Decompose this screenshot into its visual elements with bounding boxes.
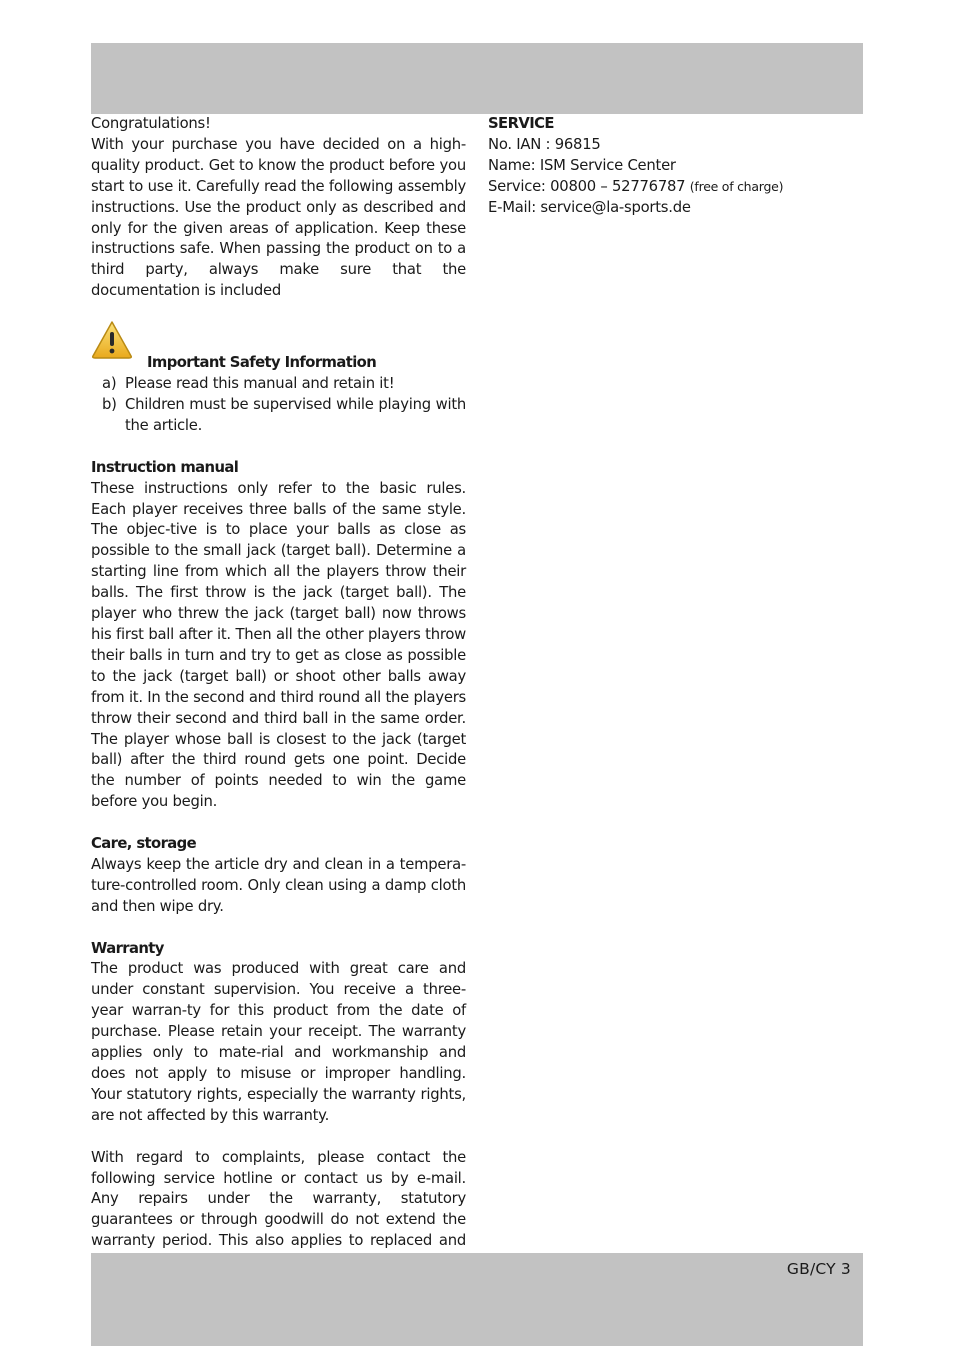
service-email: E-Mail: service@la-sports.de	[488, 198, 691, 216]
service-phone-note: (free of charge)	[689, 178, 784, 194]
list-item-text: Please read this manual and retain it!	[125, 375, 395, 393]
instruction-text: These instructions only refer to the basic rules. Each player receives three balls of the same style. The objec-tive is to place your balls as close as possible to the small jack (target ball). Determine a starting line from which all the players throw their balls. The first throw is the jack (target ball). The player who threw the jack (target ball) now throws his first ball after it. Then all the other players throw their balls in turn and try to get as close as possible to the jack (target ball) or shoot other balls away from it. In the second and third round all the players throw their second and third ball in the same order. The player whose ball is closest to the jack (target ball) after the third round gets one point. Decide the number of points needed to win the game before you begin.	[91, 479, 466, 811]
service-heading: SERVICE	[488, 115, 554, 132]
left-column	[91, 114, 466, 1294]
right-column	[488, 114, 848, 219]
intro-text: With your purchase you have decided on a high-quality product. Get to know the product before you start to use it. Carefully read the following assembly instructions. Use the product only as described and only for the given areas of application. Keep these instructions safe. When passing the product on to a third party, always make sure that the documentation is included	[91, 135, 466, 300]
complaints-text: With regard to complaints, please contact the following service hotline or contact us by e-mail. Any repairs under the warranty, statutory guarantees or through goodwill do not extend the warranty period. This also applies to replaced and	[91, 1148, 466, 1250]
list-item	[91, 395, 466, 437]
list-item-text: Children must be supervised while playing with the article.	[125, 396, 466, 434]
header-band	[91, 43, 863, 114]
warranty-text: The product was produced with great care and under constant supervision. You receive a three-year warran-ty for this product from the date of purchase. Please retain your receipt. The warranty applies only to mate-rial and workmanship and does not apply to misuse or improper handling. Your statutory rights, especially the warranty rights, are not affected by this warranty.	[91, 960, 466, 1124]
service-name: Name: ISM Service Center	[488, 156, 676, 174]
list-item	[91, 374, 466, 395]
warning-triangle-icon	[91, 320, 133, 360]
page-number: GB/CY 3	[786, 1260, 851, 1278]
list-marker: a)	[102, 375, 117, 393]
service-phone: Service: 00800 – 52776787	[488, 177, 686, 195]
care-heading: Care, storage	[91, 835, 197, 853]
instruction-heading: Instruction manual	[91, 458, 239, 476]
safety-heading-block	[91, 320, 466, 374]
care-text: Always keep the article dry and clean in a tempera-ture-controlled room. Only clean using a damp cloth and then wipe dry.	[91, 855, 466, 915]
list-marker: b)	[102, 396, 117, 414]
intro-greeting: Congratulations!	[91, 115, 211, 132]
safety-heading: Important Safety Information	[147, 354, 377, 372]
safety-list	[91, 374, 466, 437]
warranty-heading: Warranty	[91, 939, 164, 957]
service-phone-line	[488, 177, 848, 198]
service-ian: No. IAN : 96815	[488, 135, 601, 153]
footer-band	[91, 1253, 863, 1346]
